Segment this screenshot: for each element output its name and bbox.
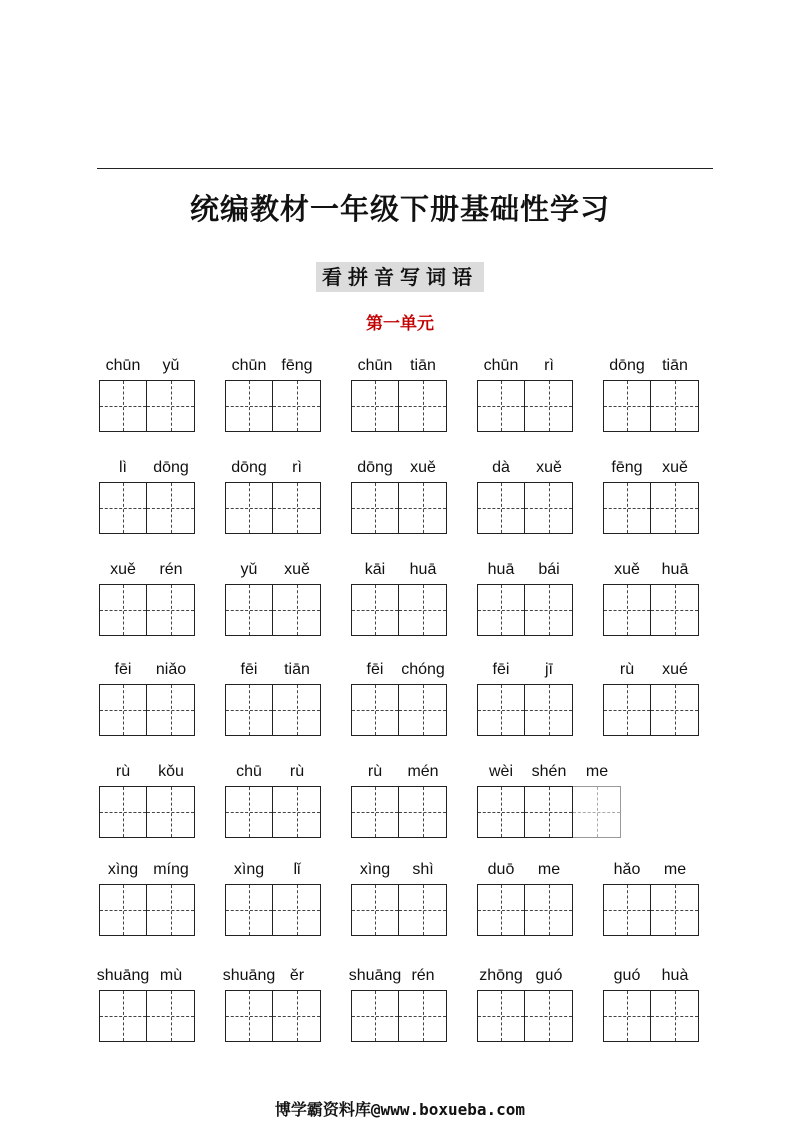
pinyin-syllable: dōng xyxy=(231,459,267,476)
tian-grid-box[interactable] xyxy=(351,584,399,636)
tian-grid-box[interactable] xyxy=(99,482,147,534)
pinyin-syllable: xuě xyxy=(284,561,310,578)
tian-grid-box[interactable] xyxy=(477,380,525,432)
tian-grid-box[interactable] xyxy=(399,584,447,636)
top-rule xyxy=(97,168,713,169)
tian-grid-box[interactable] xyxy=(273,990,321,1042)
pinyin-syllable: yǔ xyxy=(240,561,258,578)
section-subtitle: 看拼音写词语 xyxy=(316,262,484,292)
tian-grid-box[interactable] xyxy=(399,884,447,936)
pinyin-syllable: yǔ xyxy=(162,357,180,374)
word-item xyxy=(603,860,753,955)
pinyin-syllable: fēi xyxy=(114,661,132,678)
pinyin-syllable: shì xyxy=(412,861,434,878)
pinyin-syllable: mù xyxy=(159,967,183,984)
tian-grid-box[interactable] xyxy=(603,990,651,1042)
unit-heading: 第一单元 xyxy=(366,314,434,334)
pinyin-syllable: shuāng xyxy=(96,967,150,984)
pinyin-syllable: me xyxy=(537,861,561,878)
tian-grid-box[interactable] xyxy=(225,684,273,736)
tian-grid-box[interactable] xyxy=(651,884,699,936)
tian-grid-box[interactable] xyxy=(651,990,699,1042)
word-item xyxy=(603,458,753,553)
tian-grid-box[interactable] xyxy=(225,786,273,838)
tian-grid-box[interactable] xyxy=(603,584,651,636)
word-item xyxy=(477,762,627,857)
tian-grid-box[interactable] xyxy=(603,482,651,534)
tian-grid-box[interactable] xyxy=(225,884,273,936)
tian-grid-box[interactable] xyxy=(399,482,447,534)
pinyin-syllable: niǎo xyxy=(155,661,187,678)
word-item xyxy=(603,560,753,655)
pinyin-syllable: duō xyxy=(487,861,515,878)
tian-grid-box[interactable] xyxy=(273,786,321,838)
tian-grid-box[interactable] xyxy=(225,380,273,432)
tian-grid-box[interactable] xyxy=(147,684,195,736)
tian-grid-box[interactable] xyxy=(99,584,147,636)
pinyin-syllable: rì xyxy=(544,357,554,374)
pinyin-syllable: hǎo xyxy=(613,861,641,878)
tian-grid-box[interactable] xyxy=(399,684,447,736)
pinyin-syllable: tiān xyxy=(410,357,436,374)
pinyin-syllable: huā xyxy=(487,561,515,578)
word-item xyxy=(603,660,753,755)
pinyin-syllable: xuě xyxy=(614,561,640,578)
pinyin-syllable: chūn xyxy=(483,357,519,374)
tian-grid-box[interactable] xyxy=(273,684,321,736)
pinyin-syllable: huà xyxy=(661,967,689,984)
pinyin-syllable: fēi xyxy=(492,661,510,678)
pinyin-syllable: rì xyxy=(292,459,302,476)
tian-grid-box[interactable] xyxy=(351,990,399,1042)
pinyin-syllable: chūn xyxy=(105,357,141,374)
pinyin-syllable: ěr xyxy=(289,967,305,984)
tian-grid-box[interactable] xyxy=(651,380,699,432)
pinyin-syllable: fēng xyxy=(281,357,313,374)
tian-grid-box[interactable] xyxy=(99,380,147,432)
tian-grid-box[interactable] xyxy=(477,684,525,736)
pinyin-syllable: huā xyxy=(409,561,437,578)
pinyin-syllable: rù xyxy=(367,763,383,780)
tian-grid-box[interactable] xyxy=(603,884,651,936)
tian-grid-box[interactable] xyxy=(651,684,699,736)
pinyin-syllable: jī xyxy=(545,661,553,678)
tian-grid-box[interactable] xyxy=(525,990,573,1042)
tian-grid-box[interactable] xyxy=(477,990,525,1042)
pinyin-syllable: bái xyxy=(538,561,560,578)
tian-grid-box[interactable] xyxy=(525,482,573,534)
pinyin-syllable: guó xyxy=(613,967,641,984)
pinyin-syllable: míng xyxy=(153,861,189,878)
pinyin-syllable: shuāng xyxy=(348,967,402,984)
pinyin-syllable: dōng xyxy=(153,459,189,476)
pinyin-syllable: xué xyxy=(662,661,688,678)
tian-grid-box[interactable] xyxy=(147,786,195,838)
tian-grid-box[interactable] xyxy=(273,482,321,534)
tian-grid-box[interactable] xyxy=(99,786,147,838)
tian-grid-box[interactable] xyxy=(351,482,399,534)
tian-grid-box[interactable] xyxy=(225,482,273,534)
tian-grid-box[interactable] xyxy=(525,786,573,838)
pinyin-syllable: xìng xyxy=(359,861,391,878)
tian-grid-box[interactable] xyxy=(147,482,195,534)
pinyin-syllable: mén xyxy=(407,763,439,780)
tian-grid-box[interactable] xyxy=(273,884,321,936)
tian-grid-box[interactable] xyxy=(351,884,399,936)
tian-grid-box[interactable] xyxy=(147,990,195,1042)
pinyin-syllable: rén xyxy=(411,967,435,984)
tian-grid-box[interactable] xyxy=(351,684,399,736)
tian-grid-box[interactable] xyxy=(99,884,147,936)
tian-grid-box[interactable] xyxy=(399,380,447,432)
tian-grid-box[interactable] xyxy=(651,482,699,534)
pinyin-syllable: fēi xyxy=(366,661,384,678)
tian-grid-box[interactable] xyxy=(477,482,525,534)
tian-grid-box[interactable] xyxy=(273,584,321,636)
page-title: 统编教材一年级下册基础性学习 xyxy=(189,192,610,226)
tian-grid-box[interactable] xyxy=(651,584,699,636)
pinyin-syllable: rù xyxy=(289,763,305,780)
pinyin-syllable: shén xyxy=(531,763,567,780)
tian-grid-box[interactable] xyxy=(351,786,399,838)
pinyin-syllable: me xyxy=(663,861,687,878)
footer-watermark: 博学霸资料库@www.boxueba.com xyxy=(274,1100,526,1119)
pinyin-syllable: lì xyxy=(119,459,127,476)
pinyin-syllable: kāi xyxy=(364,561,386,578)
tian-grid-box[interactable] xyxy=(99,990,147,1042)
tian-grid-box[interactable] xyxy=(525,380,573,432)
tian-grid-box[interactable] xyxy=(477,584,525,636)
pinyin-syllable: chūn xyxy=(357,357,393,374)
pinyin-syllable: wèi xyxy=(488,763,513,780)
pinyin-syllable: guó xyxy=(535,967,563,984)
tian-grid-box[interactable] xyxy=(525,584,573,636)
tian-grid-box[interactable] xyxy=(147,584,195,636)
tian-grid-box[interactable] xyxy=(351,380,399,432)
pinyin-syllable: chūn xyxy=(231,357,267,374)
pinyin-syllable: me xyxy=(585,763,609,780)
tian-grid-box[interactable] xyxy=(477,786,525,838)
tian-grid-box[interactable] xyxy=(225,990,273,1042)
tian-grid-box[interactable] xyxy=(399,990,447,1042)
tian-grid-box[interactable] xyxy=(99,684,147,736)
pinyin-syllable: shuāng xyxy=(222,967,276,984)
tian-grid-box[interactable] xyxy=(399,786,447,838)
pinyin-syllable: zhōng xyxy=(479,967,523,984)
pinyin-syllable: lǐ xyxy=(293,861,301,878)
pinyin-syllable: kǒu xyxy=(158,763,184,780)
tian-grid-box[interactable] xyxy=(525,884,573,936)
pinyin-syllable: chū xyxy=(236,763,262,780)
pinyin-syllable: huā xyxy=(661,561,689,578)
pinyin-syllable: xuě xyxy=(662,459,688,476)
tian-grid-box[interactable] xyxy=(525,684,573,736)
tian-grid-box[interactable] xyxy=(573,786,621,838)
tian-grid-box[interactable] xyxy=(603,684,651,736)
pinyin-syllable: tiān xyxy=(662,357,688,374)
pinyin-syllable: fēi xyxy=(240,661,258,678)
pinyin-syllable: rén xyxy=(159,561,183,578)
pinyin-syllable: xuě xyxy=(410,459,436,476)
word-item xyxy=(603,966,753,1061)
word-item xyxy=(603,356,753,451)
pinyin-syllable: xuě xyxy=(536,459,562,476)
pinyin-syllable: rù xyxy=(115,763,131,780)
pinyin-syllable: chóng xyxy=(401,661,445,678)
pinyin-syllable: fēng xyxy=(611,459,643,476)
pinyin-syllable: dōng xyxy=(609,357,645,374)
pinyin-syllable: rù xyxy=(619,661,635,678)
pinyin-syllable: tiān xyxy=(284,661,310,678)
pinyin-syllable: xìng xyxy=(233,861,265,878)
pinyin-syllable: dōng xyxy=(357,459,393,476)
tian-grid-box[interactable] xyxy=(147,884,195,936)
tian-grid-box[interactable] xyxy=(603,380,651,432)
pinyin-syllable: xìng xyxy=(107,861,139,878)
tian-grid-box[interactable] xyxy=(273,380,321,432)
tian-grid-box[interactable] xyxy=(225,584,273,636)
tian-grid-box[interactable] xyxy=(147,380,195,432)
pinyin-syllable: xuě xyxy=(110,561,136,578)
pinyin-syllable: dà xyxy=(492,459,510,476)
tian-grid-box[interactable] xyxy=(477,884,525,936)
subtitle-wrap xyxy=(0,262,800,292)
